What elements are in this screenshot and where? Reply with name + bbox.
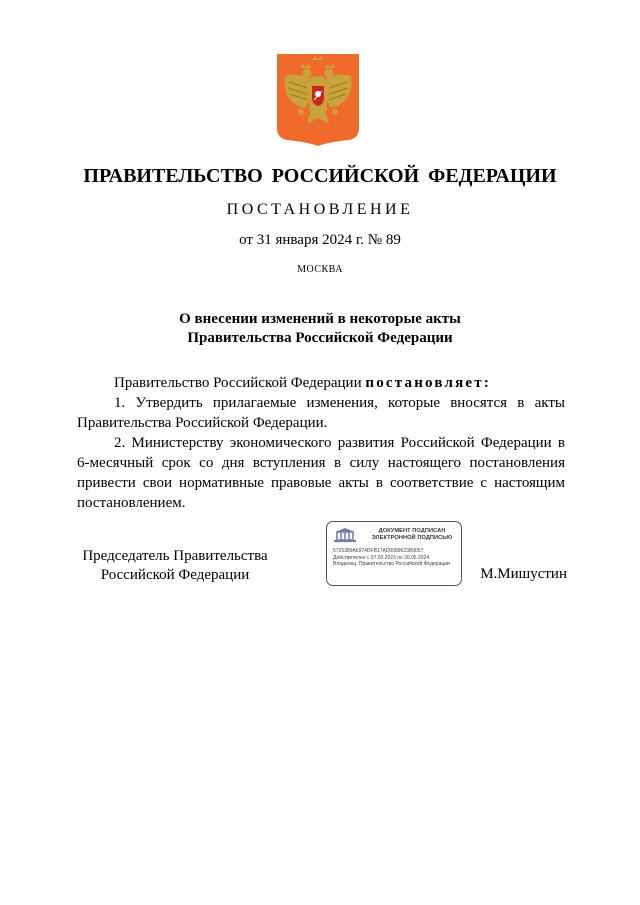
- stamp-validity: Действителен с 07.03.2023 по 30.05.2024: [333, 554, 430, 561]
- document-subject: [0, 310, 640, 348]
- intro-text: Правительство Российской Федерации: [114, 375, 362, 391]
- signer-name: М.Мишустин: [480, 566, 567, 582]
- signer-position-line-2: Российской Федерации: [100, 567, 250, 583]
- government-building-icon: [333, 527, 357, 543]
- document-date-number: от 31 января 2024 г. № 89: [239, 232, 401, 248]
- stamp-owner: Владелец: Правительство Российской Федерации: [333, 561, 450, 568]
- body-item-2: 2. Министерству экономического развития Российской Федерации в 6-месячный срок со дня вступления в силу настоящего постановления привести свои нормативные правовые акты в соответствие с настоящим постановлением.: [77, 435, 565, 511]
- government-title: ПРАВИТЕЛЬСТВО РОССИЙСКОЙ ФЕДЕРАЦИИ: [83, 165, 557, 187]
- stamp-title: [363, 528, 461, 542]
- body-intro: [77, 373, 565, 393]
- stamp-title-line-2: ЭЛЕКТРОННОЙ ПОДПИСЬЮ: [371, 535, 453, 541]
- body-item-1: 1. Утвердить прилагаемые изменения, которые вносятся в акты Правительства Российской Федерации.: [77, 395, 565, 431]
- document-body: [77, 373, 565, 513]
- document-city: МОСКВА: [297, 264, 343, 275]
- document-type: ПОСТАНОВЛЕНИЕ: [226, 201, 414, 218]
- russian-coat-of-arms-icon: [277, 54, 359, 146]
- subject-line-2: Правительства Российской Федерации: [187, 330, 453, 346]
- electronic-signature-stamp: [326, 521, 462, 586]
- intro-emphasis: постановляет:: [365, 375, 492, 391]
- stamp-certificate: 5725389A6974DFB17AD0089623B9057: [333, 548, 424, 554]
- stamp-title-line-1: ДОКУМЕНТ ПОДПИСАН: [378, 528, 446, 534]
- stamp-details: [333, 548, 459, 568]
- signer-position: [77, 547, 273, 585]
- signer-position-line-1: Председатель Правительства: [82, 548, 268, 564]
- subject-line-1: О внесении изменений в некоторые акты: [179, 311, 461, 327]
